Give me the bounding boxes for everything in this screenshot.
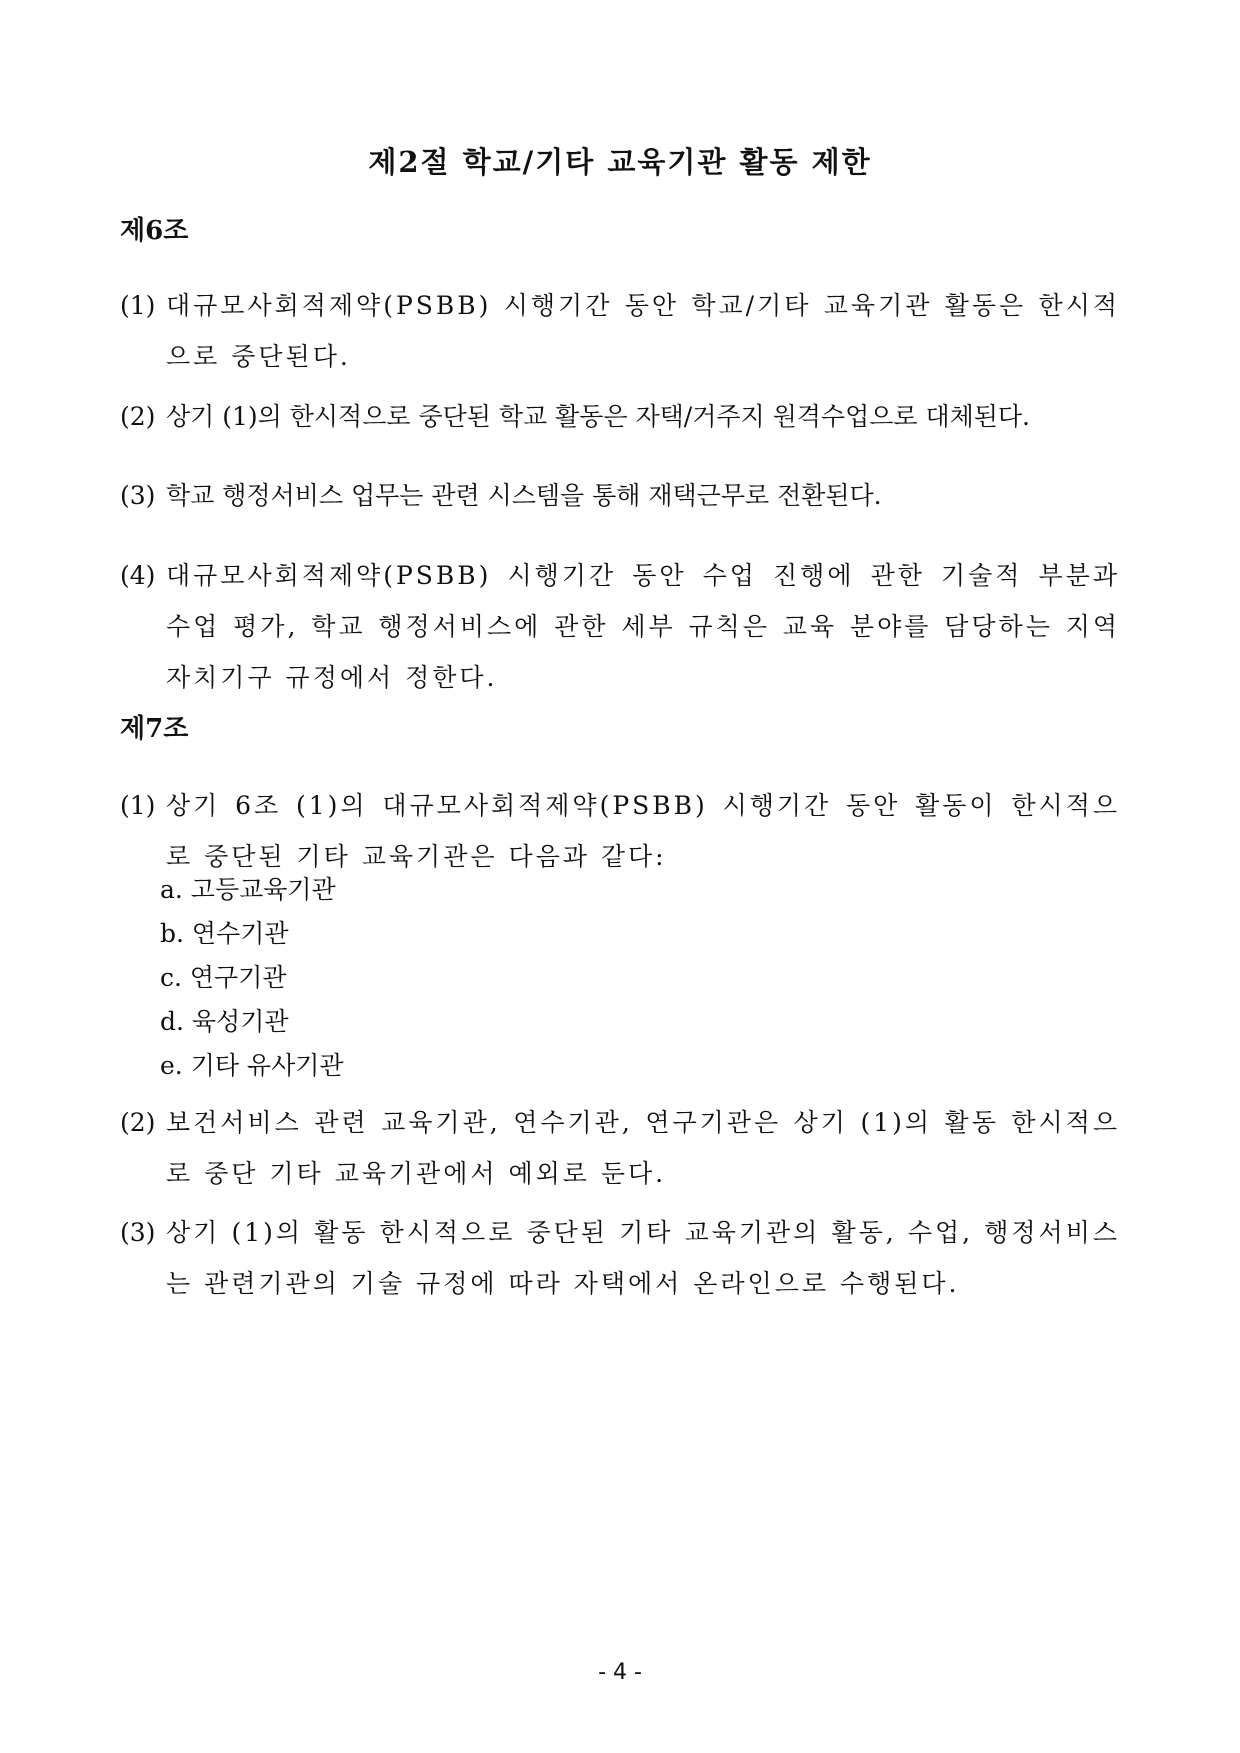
clause-text: 상기 6조 (1)의 대규모사회적제약(PSBB) 시행기간 동안 활동이 한시적으로 중단된 기타 교육기관은 다음과 같다:	[166, 791, 1120, 871]
list-item: a. 고등교육기관	[160, 875, 336, 904]
clause-text: 대규모사회적제약(PSBB) 시행기간 동안 학교/기타 교육기관 활동은 한시적으로 중단된다.	[166, 291, 1120, 371]
clause-number: (2)	[120, 402, 156, 431]
clause-text: 상기 (1)의 한시적으로 중단된 학교 활동은 자택/거주지 원격수업으로 대체된다.	[166, 402, 1031, 431]
clause-text: 보건서비스 관련 교육기관, 연수기관, 연구기관은 상기 (1)의 활동 한시적으로 중단 기타 교육기관에서 예외로 둔다.	[166, 1108, 1120, 1188]
clause-number: (3)	[120, 481, 156, 510]
list-item: e. 기타 유사기관	[160, 1051, 344, 1080]
article-7-clause-1	[120, 780, 1120, 882]
article-7-clause-2	[120, 1097, 1120, 1199]
clause-text: 학교 행정서비스 업무는 관련 시스템을 통해 재택근무로 전환된다.	[166, 481, 882, 510]
article-6-clause-4	[120, 550, 1120, 703]
clause-number: (4)	[120, 561, 156, 590]
clause-number: (1)	[120, 291, 156, 320]
article-6-clause-2	[120, 391, 1120, 442]
article-6-clause-1	[120, 280, 1120, 382]
clause-number: (2)	[120, 1108, 156, 1137]
article-7-clause-3	[120, 1207, 1120, 1309]
clause-text: 상기 (1)의 활동 한시적으로 중단된 기타 교육기관의 활동, 수업, 행정서비스는 관련기관의 기술 규정에 따라 자택에서 온라인으로 수행된다.	[166, 1218, 1120, 1298]
list-item: c. 연구기관	[160, 963, 287, 992]
article-6-heading: 제6조	[120, 216, 189, 246]
chapter-title: 제2절 학교/기타 교육기관 활동 제한	[368, 145, 872, 179]
list-item: d. 육성기관	[160, 1007, 289, 1036]
article-7-subitem-list	[160, 868, 344, 1088]
clause-text: 대규모사회적제약(PSBB) 시행기간 동안 수업 진행에 관한 기술적 부분과 수업 평가, 학교 행정서비스에 관한 세부 규칙은 교육 분야를 담당하는 지역자치기구 규정에서 정한다.	[166, 561, 1120, 692]
page-number: - 4 -	[598, 1660, 642, 1685]
list-item: b. 연수기관	[160, 919, 289, 948]
clause-number: (3)	[120, 1218, 156, 1247]
article-7-heading: 제7조	[120, 714, 189, 744]
clause-number: (1)	[120, 791, 156, 820]
article-6-clause-3	[120, 470, 1120, 521]
